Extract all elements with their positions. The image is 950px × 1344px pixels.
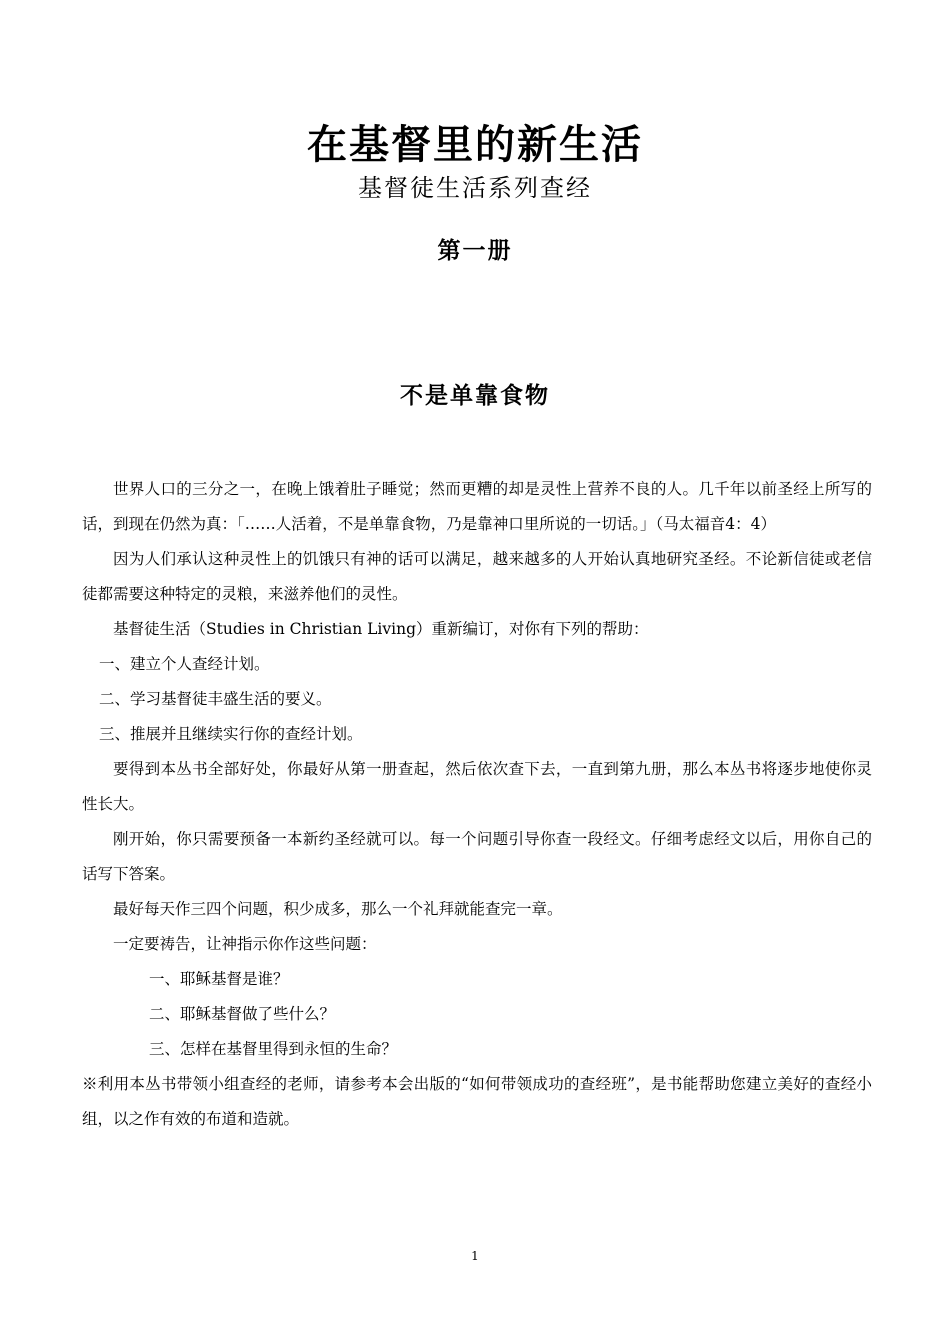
help-list-item: 一、建立个人查经计划。	[99, 655, 270, 673]
paragraph: 一定要祷告，让神指示你作这些问题：	[113, 935, 377, 953]
paragraph: 世界人口的三分之一，在晚上饿着肚子睡觉；然而更糟的却是灵性上营养不良的人。几千年以前圣经上所写的话，到现在仍然为真：「……人活着，不是单靠食物，乃是靠神口里所说的一切话。」（马太福音4：4）	[82, 480, 872, 533]
note-paragraph: ※利用本丛书带领小组查经的老师，请参考本会出版的“如何带领成功的查经班”，是书能帮助您建立美好的查经小组，以之作有效的布道和造就。	[82, 1075, 872, 1128]
volume-label: 第一册	[437, 237, 513, 264]
chapter-title: 不是单靠食物	[400, 382, 550, 410]
question-item: 一、耶稣基督是谁？	[149, 970, 289, 988]
paragraph: 刚开始，你只需要预备一本新约圣经就可以。每一个问题引导你查一段经文。仔细考虑经文以后，用你自己的话写下答案。	[82, 830, 872, 883]
paragraph: 基督徒生活（Studies in Christian Living）重新编订，对你有下列的帮助：	[113, 620, 649, 638]
paragraph: 要得到本丛书全部好处，你最好从第一册查起，然后依次查下去，一直到第九册，那么本丛书将逐步地使你灵性长大。	[82, 760, 872, 813]
help-list-item: 二、学习基督徒丰盛生活的要义。	[99, 690, 332, 708]
question-item: 三、怎样在基督里得到永恒的生命？	[149, 1040, 398, 1058]
page-number: 1	[471, 1249, 479, 1263]
paragraph: 最好每天作三四个问题，积少成多，那么一个礼拜就能查完一章。	[113, 900, 563, 918]
help-list-item: 三、推展并且继续实行你的查经计划。	[99, 725, 363, 743]
paragraph: 因为人们承认这种灵性上的饥饿只有神的话可以满足，越来越多的人开始认真地研究圣经。不论新信徒或老信徒都需要这种特定的灵粮，来滋养他们的灵性。	[82, 550, 872, 603]
document-subtitle: 基督徒生活系列查经	[358, 174, 592, 202]
body-text	[82, 472, 872, 1137]
document-title: 在基督里的新生活	[307, 120, 643, 168]
question-item: 二、耶稣基督做了些什么？	[149, 1005, 336, 1023]
